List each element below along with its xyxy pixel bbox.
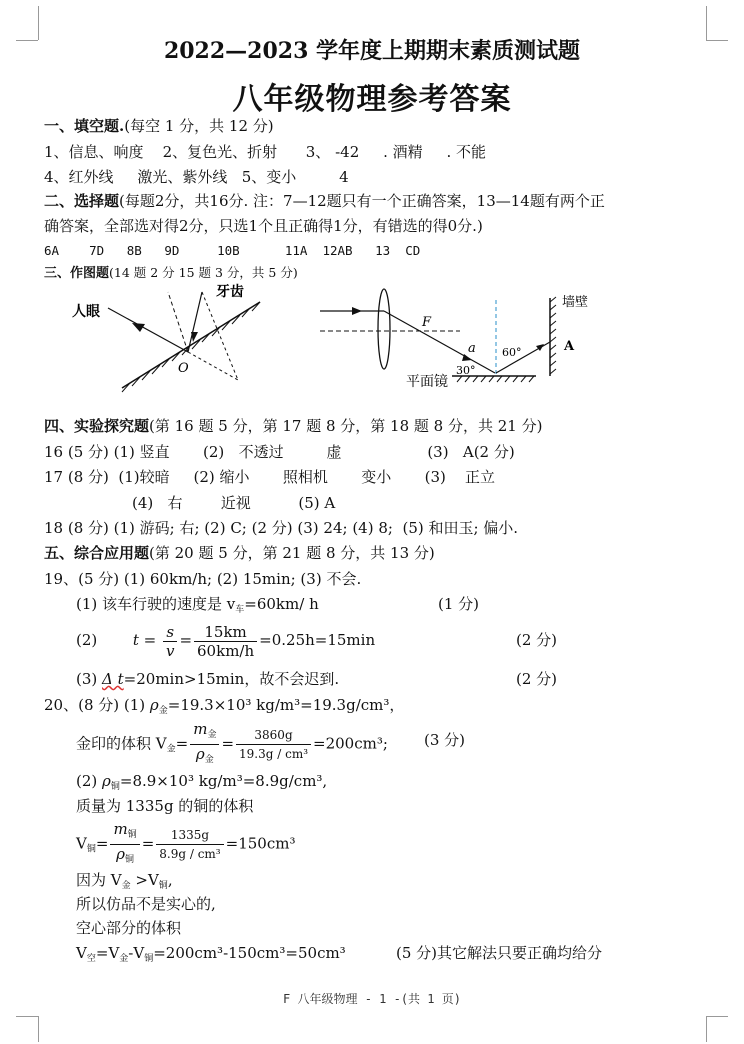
angle-30-label: 30° (456, 364, 476, 377)
wall-hatching (550, 297, 556, 374)
eye-label: 人眼 (72, 304, 100, 320)
q19-step2: (2) t = $\frac{s}{v}$ = $\frac{15km}{60km/h}$ =0.25h=15min (76, 622, 376, 660)
answer-q17-cont: (4) 右 近视 (5) A (132, 494, 336, 512)
fraction: $\frac{s}{v}$ (163, 623, 177, 660)
q20-head: 20、(8 分) (1) $\rho_金=19.3\times 10^3$ kg/m³=19.3g/cm³， (44, 696, 405, 716)
point-o-label: O (178, 361, 189, 376)
section-heading: 一、填空题. (44, 117, 125, 135)
refracted-ray (384, 311, 495, 373)
section-heading: 五、综合应用题 (44, 544, 150, 562)
score: (3 分) (424, 731, 466, 749)
answer-row: 4、红外线 激光、紫外线 5、变小 4 (44, 168, 349, 186)
section-note: (第 16 题 5 分，第 17 题 8 分，第 18 题 8 分，共 21 分) (149, 417, 543, 435)
answer-key-title: 八年级物理参考答案 (232, 82, 512, 117)
reflected-ray (108, 308, 188, 352)
fraction: $\frac{1335g}{\text{8.9g / cm³}}$ (156, 826, 223, 863)
score: (1 分) (438, 595, 480, 613)
section-note: (每空 1 分，共 12 分) (124, 117, 274, 135)
answer-row: 1、信息、响度 2、复色光、折射 3、 -42 . 酒精 . 不能 (44, 143, 486, 161)
q20-copper-volume: $V_铜=$ $\frac{m_铜}{\rho_铜}$ = $\frac{1335g}{\text{8.9g / cm³}}$ =150cm³ (76, 820, 295, 870)
answer-q17: 17 (8 分) (1)较暗 (2) 缩小 照相机 变小 (3) 正立 (44, 468, 495, 486)
section-note: (每题2分，共16分. 注：7—12题只有一个正确答案，13—14题有两个正 (119, 192, 605, 210)
q20-so: 所以仿品不是实心的, (76, 895, 216, 913)
fraction: $\frac{m_金}{\rho_金}$ (190, 720, 219, 769)
crop-mark (16, 1016, 38, 1017)
section-note: (第 20 题 5 分，第 21 题 8 分，共 13 分) (149, 544, 435, 562)
section-note-continued: 确答案，全部选对得2分，只选1个且正确得1分，有错选的得0分.) (44, 217, 483, 235)
section-note: (14 题 2 分 15 题 3 分，共 5 分) (109, 265, 298, 280)
reflection-diagram (60, 280, 290, 395)
fraction: $\frac{m_铜}{\rho_铜}$ (110, 820, 139, 869)
point-a-label: A (564, 339, 575, 354)
section1-heading-line (44, 116, 274, 136)
focus-label: F (422, 315, 432, 330)
q20-mass-line: 质量为 1335g 的铜的体积 (76, 797, 254, 815)
section-heading: 四、实验探究题 (44, 417, 150, 435)
section2-heading-line (44, 191, 605, 211)
lens-mirror-diagram (312, 284, 612, 394)
section-heading: 三、作图题 (44, 266, 110, 281)
crop-mark (38, 1016, 39, 1042)
choice-answers: 6A 7D 8B 9D 10B 11A 12AB 13 CD (44, 243, 421, 258)
mirror-surface (122, 302, 260, 388)
q20-because: 因为 $V_金 >V_铜$, (76, 871, 173, 891)
fraction: $\frac{15km}{60km/h}$ (194, 623, 257, 660)
crop-mark (706, 1016, 728, 1017)
mirror-label: 平面镜 (406, 374, 448, 390)
q20-copper-density: (2) $\rho_铜=8.9\times 10^3$ kg/m³=8.9g/cm³, (76, 772, 328, 792)
tooth-label: 牙齿 (216, 284, 244, 300)
answer-q19: 19、(5 分) (1) 60km/h; (2) 15min; (3) 不会. (44, 570, 362, 588)
score: (2 分) (516, 631, 558, 649)
q19-step1: (1) 该车行驶的速度是 $v_车=60km/$ h (76, 595, 319, 615)
q19-step3: (3) Δ t=20min>15min，故不会迟到. (76, 670, 340, 688)
ray-a-label: a (468, 341, 476, 356)
crop-mark (706, 1016, 707, 1042)
section5-heading-line (44, 543, 435, 563)
convex-lens (378, 289, 390, 369)
exam-title: 2022—2023 学年度上期期末素质测试题 (163, 38, 581, 64)
answer-q16: 16 (5 分) (1) 竖直 (2) 不透过 虚 (3) A(2 分) (44, 443, 515, 461)
arrow-head (352, 307, 362, 315)
section-heading: 二、选择题 (44, 192, 120, 210)
score: (5 分)其它解法只要正确均给分 (396, 944, 603, 962)
wall-label: 墙壁 (562, 295, 589, 310)
section4-heading-line (44, 416, 542, 436)
page-footer: F 八年级物理 - 1 -(共 1 页) (283, 992, 461, 1006)
angle-60-label: 60° (502, 346, 522, 359)
q20-gold-volume: 金印的体积 $V_金=$ $\frac{m_金}{\rho_金}$ = $\frac{3860g}{\text{19.3g / cm³}}$ =200cm³; (76, 720, 388, 770)
q20-final: $V_空=V_金-V_铜=200cm^3-150cm^3=50cm^3$ (76, 944, 346, 964)
score: (2 分) (516, 670, 558, 688)
image-dashed (188, 352, 238, 380)
answer-q18: 18 (8 分) (1) 游码; 右; (2) C; (2 分) (3) 24; (4) 8; (5) 和田玉; 偏小. (44, 519, 519, 537)
mirror-hatching (122, 302, 260, 392)
fraction: $\frac{3860g}{\text{19.3g / cm³}}$ (236, 726, 311, 763)
q20-hollow: 空心部分的体积 (76, 919, 182, 937)
